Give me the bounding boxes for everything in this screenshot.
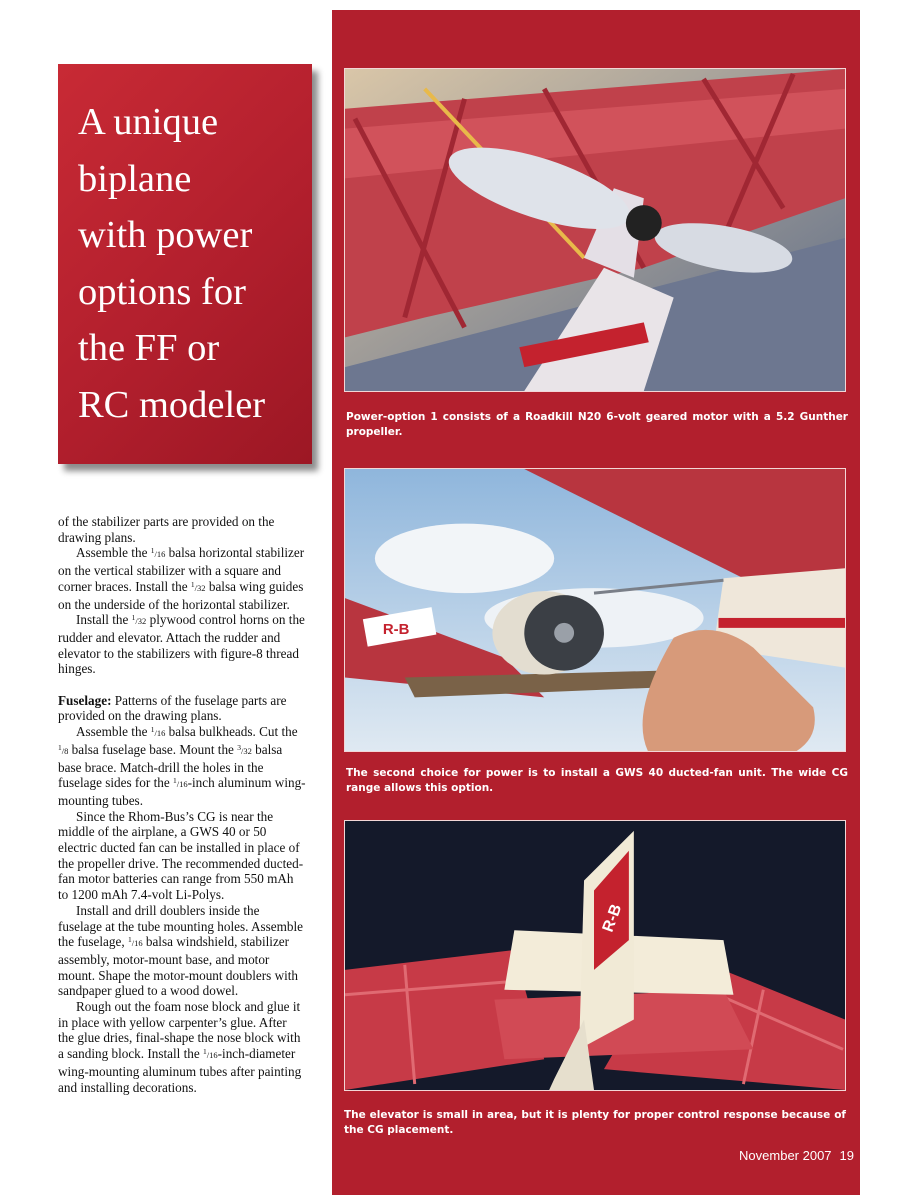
page-number: 19 xyxy=(839,1148,854,1163)
photo-propeller-motor xyxy=(344,68,846,392)
headline-line: the FF or xyxy=(78,327,220,369)
tail-fin-marking: R-B xyxy=(599,902,626,935)
article-body xyxy=(58,514,306,1095)
paragraph: Install the $^1$/32 plywood control horns on the rudder and elevator. Attach the rudder and elevator to the stabilizers with figure-8 thread hinges. xyxy=(58,612,305,677)
page-footer xyxy=(739,1148,854,1163)
photo-ducted-fan xyxy=(344,468,846,752)
paragraph: Assemble the $^1$/16 balsa bulkheads. Cut the $^1$/8 balsa fuselage base. Mount the $^3$/32 balsa base brace. Match-drill the holes in the fuselage sides for the $^1$/16-inch aluminum wing-mounting tubes. xyxy=(58,724,306,808)
headline-line: A unique xyxy=(78,101,219,143)
headline-line: biplane xyxy=(78,157,192,200)
photo-caption: The second choice for power is to install a GWS 40 ducted-fan unit. The wide CG range allows this option. xyxy=(346,767,848,794)
photo-tail-assembly xyxy=(344,820,846,1091)
tail-marking-label: R-B xyxy=(382,621,410,638)
paragraph: Install and drill doublers inside the fuselage at the tube mounting holes. Assemble the fuselage, $^1$/16 balsa windshield, stabilizer assembly, motor-mount base, and motor mount. Shape the motor-mount doublers with sandpaper glued to a wood dowel. xyxy=(58,902,304,999)
paragraph: Fuselage: Patterns of the fuselage parts are provided on the drawing plans. xyxy=(58,692,287,724)
paragraph: Since the Rhom-Bus’s CG is near the middle of the airplane, a GWS 40 or 50 electric ducted fan can be installed in place of the propeller drive. The recommended ducted-fan motor batteries can range from 550 mAh to 1200 mAh 7.4-volt Li-Polys. xyxy=(58,808,304,903)
headline-line: RC modeler xyxy=(78,383,266,426)
headline-box xyxy=(58,64,312,464)
photo-caption: Power-option 1 consists of a Roadkill N20 6-volt geared motor with a 5.2 Gunther propeller. xyxy=(346,411,848,438)
paragraph: of the stabilizer parts are provided on the drawing plans. xyxy=(58,514,275,545)
section-heading: Fuselage: xyxy=(58,692,112,708)
paragraph: Rough out the foam nose block and glue it in place with yellow carpenter’s glue. After the glue dries, final-shape the nose block with a sanding block. Install the $^1$/16-inch-diameter wing-mounting aluminum tubes after painting and installing decorations. xyxy=(58,999,302,1095)
headline-line: with power xyxy=(78,214,253,256)
issue-date: November 2007 xyxy=(739,1148,832,1163)
headline-line: options for xyxy=(78,270,246,313)
paragraph: Assemble the $^1$/16 balsa horizontal stabilizer on the vertical stabilizer with a square and corner braces. Install the $^1$/32 balsa wing guides on the underside of the horizontal stabilizer. xyxy=(58,545,305,612)
photo-caption: The elevator is small in area, but it is plenty for proper control response because of the CG placement. xyxy=(344,1109,846,1136)
